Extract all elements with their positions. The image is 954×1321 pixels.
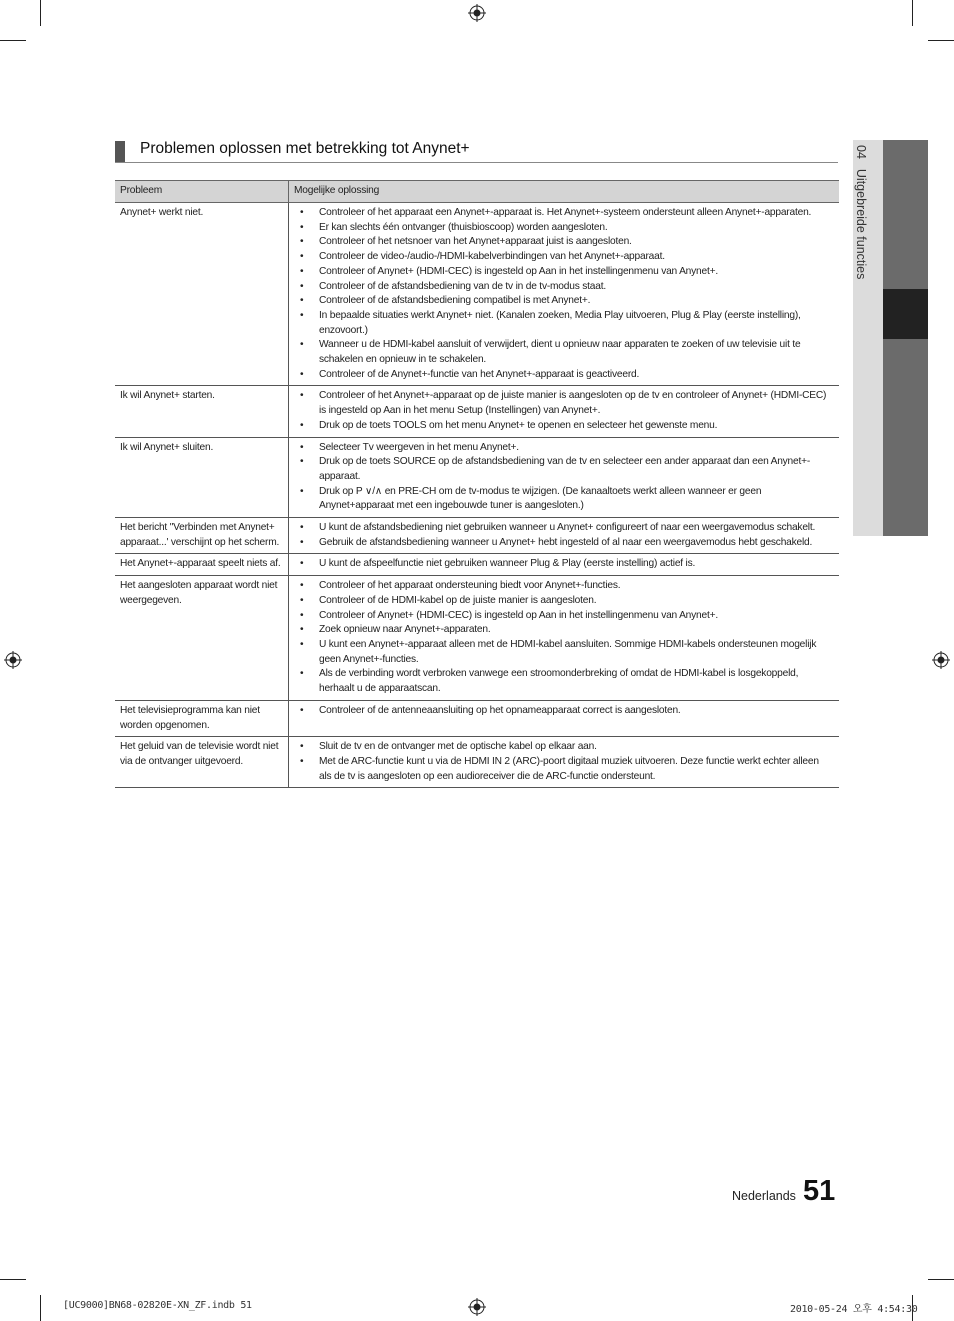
table-header-row (115, 181, 839, 203)
solution-cell (289, 437, 840, 518)
table-row (115, 386, 839, 437)
solution-item: • Sluit de tv en de ontvanger met de optische kabel op elkaar aan. (294, 740, 834, 755)
troubleshooting-table (115, 180, 839, 788)
table-row (115, 518, 839, 554)
solution-item: • U kunt een Anynet+-apparaat alleen met de HDMI-kabel aansluiten. Sommige HDMI-kabels ondersteunen mogelijk geen Anynet+-functies. (294, 638, 834, 667)
solution-item: • Druk op de toets SOURCE op de afstandsbediening van de tv en selecteer een ander apparaat dan een Anynet+-apparaat. (294, 455, 834, 484)
solution-item: • Druk op de toets TOOLS om het menu Anynet+ te openen en selecteer het gewenste menu. (294, 419, 834, 434)
registration-mark-icon (4, 651, 22, 669)
registration-mark-icon (468, 1298, 486, 1316)
solution-item: • Gebruik de afstandsbediening wanneer u Anynet+ hebt ingesteld of al naar een weergavemodus hebt geschakeld. (294, 536, 834, 551)
crop-mark-bottom-left-h (0, 1279, 26, 1280)
problem-cell: Het geluid van de televisie wordt niet via de ontvanger uitgevoerd. (115, 737, 289, 788)
solution-cell (289, 576, 840, 701)
solution-cell (289, 737, 840, 788)
chapter-title: Uitgebreide functies (854, 168, 868, 280)
crop-mark-top-left-h (0, 40, 26, 41)
solution-item: • Met de ARC-functie kunt u via de HDMI IN 2 (ARC)-poort digitaal muziek uitvoeren. Deze functie werkt echter alleen als de tv is aangesloten op een audioreceiver die de ARC-functie ondersteunt. (294, 755, 834, 784)
problem-cell: Anynet+ werkt niet. (115, 203, 289, 386)
solution-cell (289, 518, 840, 554)
column-header-solution: Mogelijke oplossing (289, 181, 840, 203)
solution-item: • Zoek opnieuw naar Anynet+-apparaten. (294, 623, 834, 638)
solution-item: • Als de verbinding wordt verbroken vanwege een stroomonderbreking of omdat de HDMI-kabel is losgekoppeld, herhaalt u de apparaatscan. (294, 667, 834, 696)
problem-cell: Het televisieprogramma kan niet worden opgenomen. (115, 700, 289, 736)
solution-item: • Druk op P ∨/∧ en PRE-CH om de tv-modus te wijzigen. (De kanaaltoets werkt alleen wanneer er geen Anynet+apparaat met een ingebouwde tuner is aangesloten.) (294, 485, 834, 514)
problem-cell: Ik wil Anynet+ starten. (115, 386, 289, 437)
registration-mark-icon (932, 651, 950, 669)
table-row (115, 700, 839, 736)
problem-cell: Het aangesloten apparaat wordt niet weergegeven. (115, 576, 289, 701)
chapter-number: 04 (854, 145, 868, 159)
solution-item: • U kunt de afstandsbediening niet gebruiken wanneer u Anynet+ configureert of naar een weergavemodus schakelt. (294, 521, 834, 536)
section-title-marker (115, 141, 125, 162)
table-row (115, 203, 839, 386)
crop-mark-top-left-v (40, 0, 41, 26)
solution-item: • Controleer of de afstandsbediening van de tv in de tv-modus staat. (294, 280, 834, 295)
section-title-rule (115, 162, 838, 163)
solution-item: • In bepaalde situaties werkt Anynet+ niet. (Kanalen zoeken, Media Play uitvoeren, Plug & Play (eerste instelling), enzovoort.) (294, 309, 834, 338)
crop-mark-bottom-right-h (928, 1279, 954, 1280)
solution-item: • Controleer of het apparaat een Anynet+-apparaat is. Het Anynet+-systeem ondersteunt alleen Anynet+-apparaten. (294, 206, 834, 221)
section-title: Problemen oplossen met betrekking tot Anynet+ (140, 140, 470, 157)
print-slug-file: [UC9000]BN68-02820E-XN_ZF.indb 51 (63, 1300, 252, 1311)
solution-cell (289, 386, 840, 437)
solution-item: • Controleer of het apparaat ondersteuning biedt voor Anynet+-functies. (294, 579, 834, 594)
solution-cell (289, 700, 840, 736)
solution-item: • U kunt de afspeelfunctie niet gebruiken wanneer Plug & Play (eerste instelling) actief is. (294, 557, 834, 572)
solution-item: • Controleer of de Anynet+-functie van het Anynet+-apparaat is geactiveerd. (294, 368, 834, 383)
solution-item: • Controleer of de HDMI-kabel op de juiste manier is aangesloten. (294, 594, 834, 609)
solution-item: • Controleer of Anynet+ (HDMI-CEC) is ingesteld op Aan in het instellingenmenu van Anynet+. (294, 609, 834, 624)
solution-item: • Controleer of Anynet+ (HDMI-CEC) is ingesteld op Aan in het instellingenmenu van Anynet+. (294, 265, 834, 280)
table-row (115, 576, 839, 701)
footer-language: Nederlands (732, 1189, 796, 1203)
page-number: 51 (803, 1175, 836, 1207)
table-row (115, 737, 839, 788)
table-row (115, 437, 839, 518)
solution-cell (289, 554, 840, 576)
table-row (115, 554, 839, 576)
registration-mark-icon (468, 4, 486, 22)
crop-mark-top-right-h (928, 40, 954, 41)
solution-item: • Er kan slechts één ontvanger (thuisbioscoop) worden aangesloten. (294, 221, 834, 236)
column-header-problem: Probleem (115, 181, 289, 203)
solution-item: • Selecteer Tv weergeven in het menu Anynet+. (294, 441, 834, 456)
solution-item: • Controleer of het netsnoer van het Anynet+apparaat juist is aangesloten. (294, 235, 834, 250)
solution-item: • Controleer of de antenneaansluiting op het opnameapparaat correct is aangesloten. (294, 704, 834, 719)
solution-item: • Wanneer u de HDMI-kabel aansluit of verwijdert, dient u opnieuw naar apparaten te zoeken of uw televisie uit te schakelen en opnieuw in te schakelen. (294, 338, 834, 367)
problem-cell: Ik wil Anynet+ sluiten. (115, 437, 289, 518)
print-slug-timestamp: 2010-05-24 오후 4:54:30 (790, 1304, 918, 1315)
problem-cell: Het bericht "Verbinden met Anynet+ apparaat...' verschijnt op het scherm. (115, 518, 289, 554)
solution-cell (289, 203, 840, 386)
chapter-tab-active-marker (883, 289, 928, 339)
crop-mark-bottom-left-v (40, 1295, 41, 1321)
crop-mark-top-right-v (912, 0, 913, 26)
problem-cell: Het Anynet+-apparaat speelt niets af. (115, 554, 289, 576)
solution-item: • Controleer of de afstandsbediening compatibel is met Anynet+. (294, 294, 834, 309)
solution-item: • Controleer of het Anynet+-apparaat op de juiste manier is aangesloten op de tv en controleer of Anynet+ (HDMI-CEC) is ingesteld op Aan in het menu Setup (Instellingen) van Anynet+. (294, 389, 834, 418)
solution-item: • Controleer de video-/audio-/HDMI-kabelverbindingen van het Anynet+-apparaat. (294, 250, 834, 265)
chapter-tab-label (854, 145, 868, 289)
